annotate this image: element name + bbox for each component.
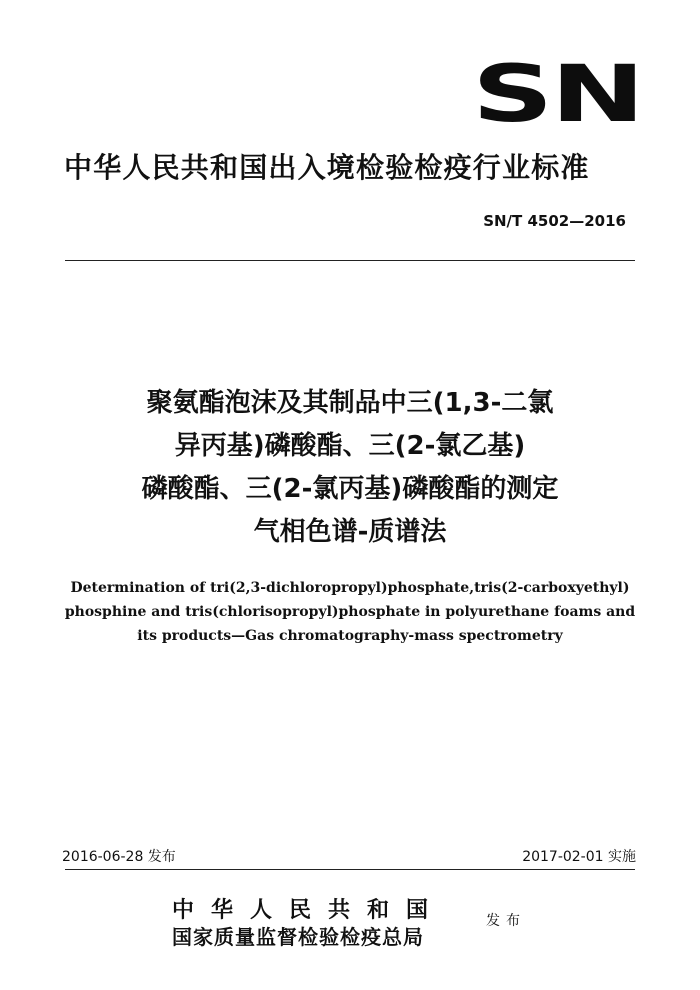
publisher-country: 中华人民共和国 (172, 898, 446, 923)
issuer-heading: 中华人民共和国出入境检验检疫行业标准 (64, 151, 590, 184)
sn-logo: SN (472, 50, 643, 140)
english-title-line-2: phosphine and tris(chlorisopropyl)phosphate in polyurethane foams and (64, 604, 636, 620)
chinese-title (60, 382, 640, 554)
chinese-title-line-3: 磷酸酯、三(2-氯丙基)磷酸酯的测定 (141, 474, 559, 504)
chinese-title-line-2: 异丙基)磷酸酯、三(2-氯乙基) (174, 431, 526, 461)
standard-number: SN/T 4502—2016 (483, 212, 626, 230)
publish-label: 发布 (486, 913, 526, 929)
issue-date: 2016-06-28 发布 (62, 849, 176, 865)
top-divider (65, 260, 635, 261)
publisher-block (172, 898, 492, 950)
english-title-line-3: its products—Gas chromatography-mass spectrometry (137, 628, 563, 644)
publisher-agency: 国家质量监督检验检疫总局 (172, 925, 424, 949)
chinese-title-line-1: 聚氨酯泡沫及其制品中三(1,3-二氯 (146, 388, 554, 418)
english-title (60, 576, 640, 648)
chinese-title-line-4: 气相色谱-质谱法 (253, 517, 447, 547)
bottom-divider (65, 869, 635, 870)
implementation-date: 2017-02-01 实施 (522, 849, 636, 865)
english-title-line-1: Determination of tri(2,3-dichloropropyl)phosphate,tris(2-carboxyethyl) (70, 580, 630, 596)
